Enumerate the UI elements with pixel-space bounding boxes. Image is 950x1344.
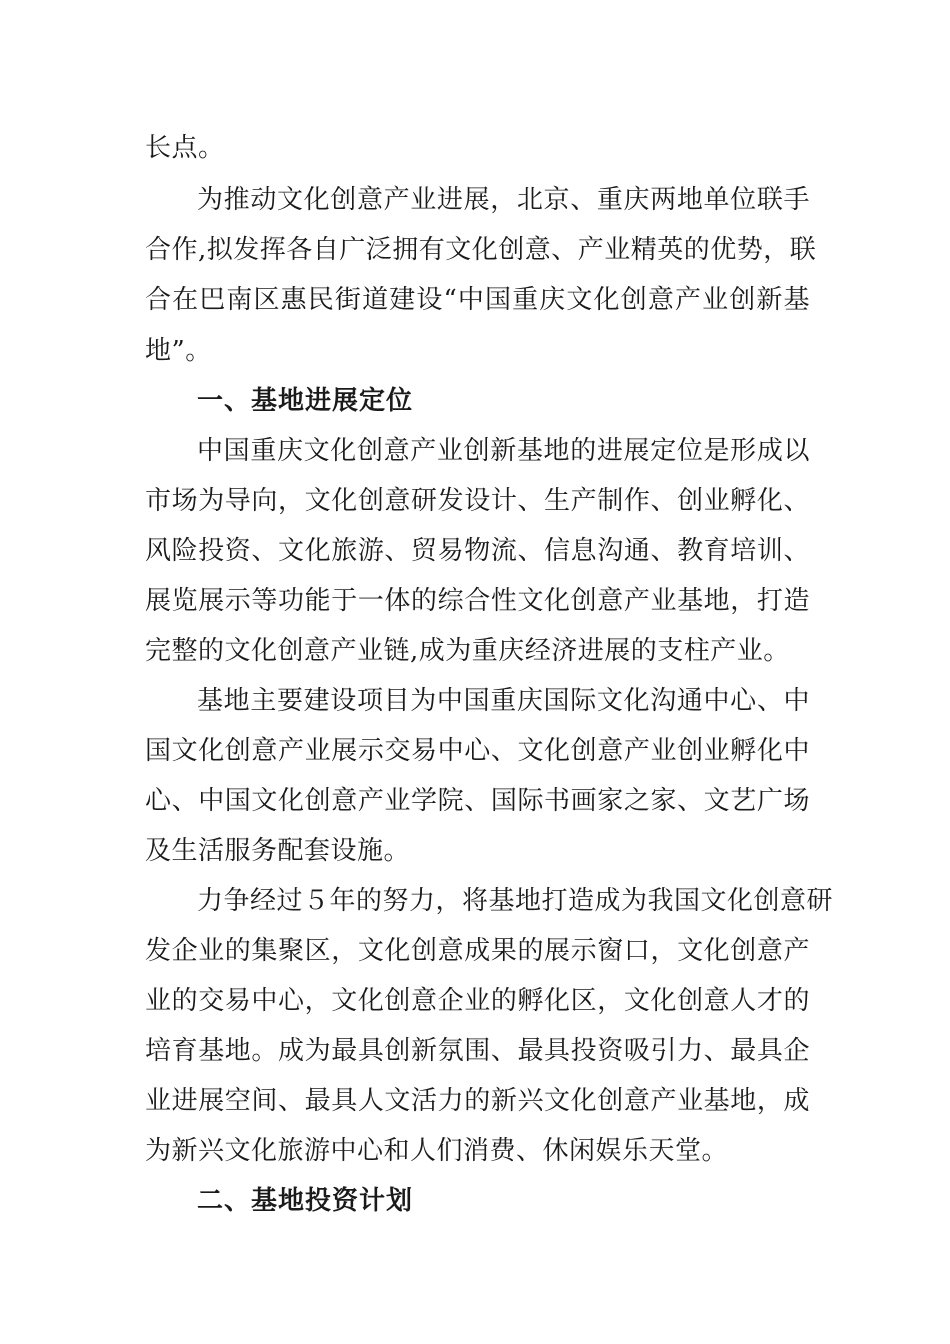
text-line: 为新兴文化旅游中心和人们消费、休闲娱乐天堂。 bbox=[145, 1136, 729, 1166]
text-line: 展览展示等功能于一体的综合性文化创意产业基地，打造 bbox=[145, 586, 810, 616]
text-line: 心、中国文化创意产业学院、国际书画家之家、文艺广场 bbox=[145, 786, 810, 816]
section-heading: 二、基地投资计划 bbox=[197, 1186, 414, 1216]
text-line: 培育基地。成为最具创新氛围、最具投资吸引力、最具企 bbox=[145, 1036, 810, 1066]
text-line: 发企业的集聚区，文化创意成果的展示窗口，文化创意产 bbox=[145, 936, 810, 966]
text-line: 风险投资、文化旅游、贸易物流、信息沟通、教育培训、 bbox=[145, 536, 810, 566]
text-line: 中国重庆文化创意产业创新基地的进展定位是形成以 bbox=[197, 436, 810, 466]
text-line: 力争经过５年的努力，将基地打造成为我国文化创意研 bbox=[197, 886, 834, 916]
text-line: 及生活服务配套设施。 bbox=[145, 836, 411, 866]
text-line: 完整的文化创意产业链,成为重庆经济进展的支柱产业。 bbox=[145, 636, 790, 666]
text-line: 为推动文化创意产业进展，北京、重庆两地单位联手 bbox=[197, 185, 810, 215]
text-line: 国文化创意产业展示交易中心、文化创意产业创业孵化中 bbox=[145, 736, 810, 766]
text-line: 合作,拟发挥各自广泛拥有文化创意、产业精英的优势，联 bbox=[145, 235, 817, 265]
text-line: 合在巴南区惠民街道建设“中国重庆文化创意产业创新基 bbox=[145, 285, 810, 315]
text-line: 业进展空间、最具人文活力的新兴文化创意产业基地，成 bbox=[145, 1086, 810, 1116]
text-line: 市场为导向，文化创意研发设计、生产制作、创业孵化、 bbox=[145, 486, 810, 516]
text-line: 地”。 bbox=[145, 336, 212, 366]
text-line: 长点。 bbox=[145, 133, 225, 163]
text-line: 业的交易中心，文化创意企业的孵化区，文化创意人才的 bbox=[145, 986, 810, 1016]
text-line: 基地主要建设项目为中国重庆国际文化沟通中心、中 bbox=[197, 686, 810, 716]
section-heading: 一、基地进展定位 bbox=[197, 386, 414, 416]
